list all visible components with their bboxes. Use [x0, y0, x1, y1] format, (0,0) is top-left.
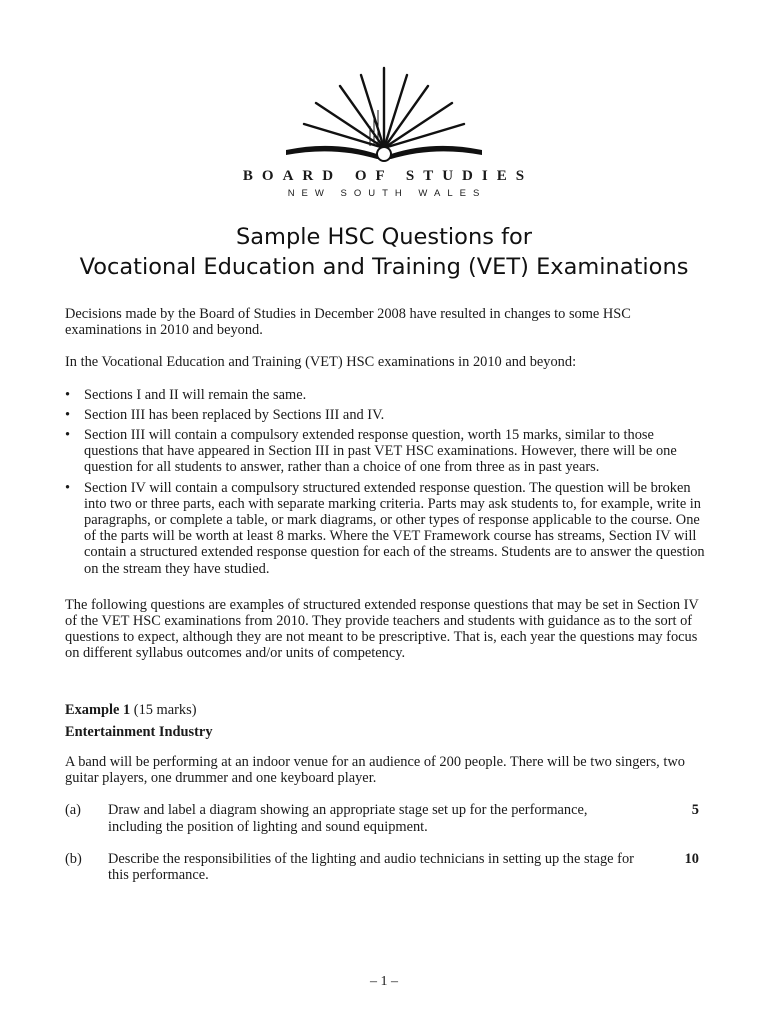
bullet-icon: • [65, 406, 71, 423]
question-text: Draw and label a diagram showing an appropriate stage set up for the performance, including the position of lighting and sound equipment. [108, 802, 588, 835]
page-title-line2: Vocational Education and Training (VET) Examinations [79, 254, 689, 280]
following-paragraph: The following questions are examples of structured extended response questions that may be set in Section IV of the VET HSC examinations from 2010. They provide teachers and students with guidance as to the sort of questions to expect, although they are not meant to be prescriptive. That is, each year the questions may focus on different syllabus outcomes and/or units of competency. [65, 596, 699, 662]
question-marks: 10 [684, 850, 699, 867]
question-label: (b) [65, 850, 82, 867]
page-number: – 1 – [370, 974, 398, 989]
organisation-name: BOARD OF STUDIES [242, 168, 534, 184]
list-item-text: Sections I and II will remain the same. [84, 386, 307, 403]
logo [0, 66, 768, 166]
question-part-b [65, 851, 705, 883]
list-item [65, 407, 705, 423]
question-part-a [65, 802, 705, 834]
list-item-text: Section III has been replaced by Sections III and IV. [84, 406, 385, 423]
intro-paragraph: Decisions made by the Board of Studies in December 2008 have resulted in changes to some HSC examinations in 2010 and beyond. [65, 306, 631, 339]
sunrise-book-logo-icon [264, 66, 504, 166]
list-item [65, 427, 705, 476]
question-label: (a) [65, 802, 81, 819]
list-item-text: Section IV will contain a compulsory structured extended response question. The question will be broken into two or three parts, each with separate marking criteria. Parts may ask students to, for example, write in paragraphs, or complete a table, or mark diagrams, or other types of response applicable to the course. One of the parts will be worth at least 8 marks. Where the VET Framework course has streams, Section IV will contain a structured extended response question for each of the streams. Students are to answer the question on the stream they have studied. [84, 479, 705, 577]
list-item [65, 387, 705, 403]
list-item [65, 480, 705, 577]
example-heading [65, 702, 705, 718]
bullet-icon: • [65, 479, 71, 496]
example-section [65, 702, 705, 884]
example-label: Example 1 [65, 701, 131, 718]
bullet-icon: • [65, 427, 71, 444]
intro-lead-paragraph: In the Vocational Education and Training (VET) HSC examinations in 2010 and beyond: [65, 354, 577, 371]
page-title-line1: Sample HSC Questions for [235, 224, 533, 250]
example-scenario: A band will be performing at an indoor venue for an audience of 200 people. There will be two singers, two guitar players, one drummer and one keyboard player. [65, 754, 685, 787]
example-marks: (15 marks) [133, 701, 197, 718]
changes-list [65, 387, 705, 577]
list-item-text: Section III will contain a compulsory extended response question, worth 15 marks, similar to those questions that have appeared in Section III in past VET HSC examinations. However, there will be one question for all students to answer, rather than a choice of one from three as in past years. [84, 427, 677, 476]
example-topic: Entertainment Industry [65, 723, 213, 740]
document-body [65, 306, 705, 883]
question-text: Describe the responsibilities of the lighting and audio technicians in setting up the stage for this performance. [108, 850, 634, 884]
organisation-subtitle: NEW SOUTH WALES [287, 188, 487, 199]
bullet-icon: • [65, 386, 71, 403]
question-marks: 5 [691, 802, 699, 819]
